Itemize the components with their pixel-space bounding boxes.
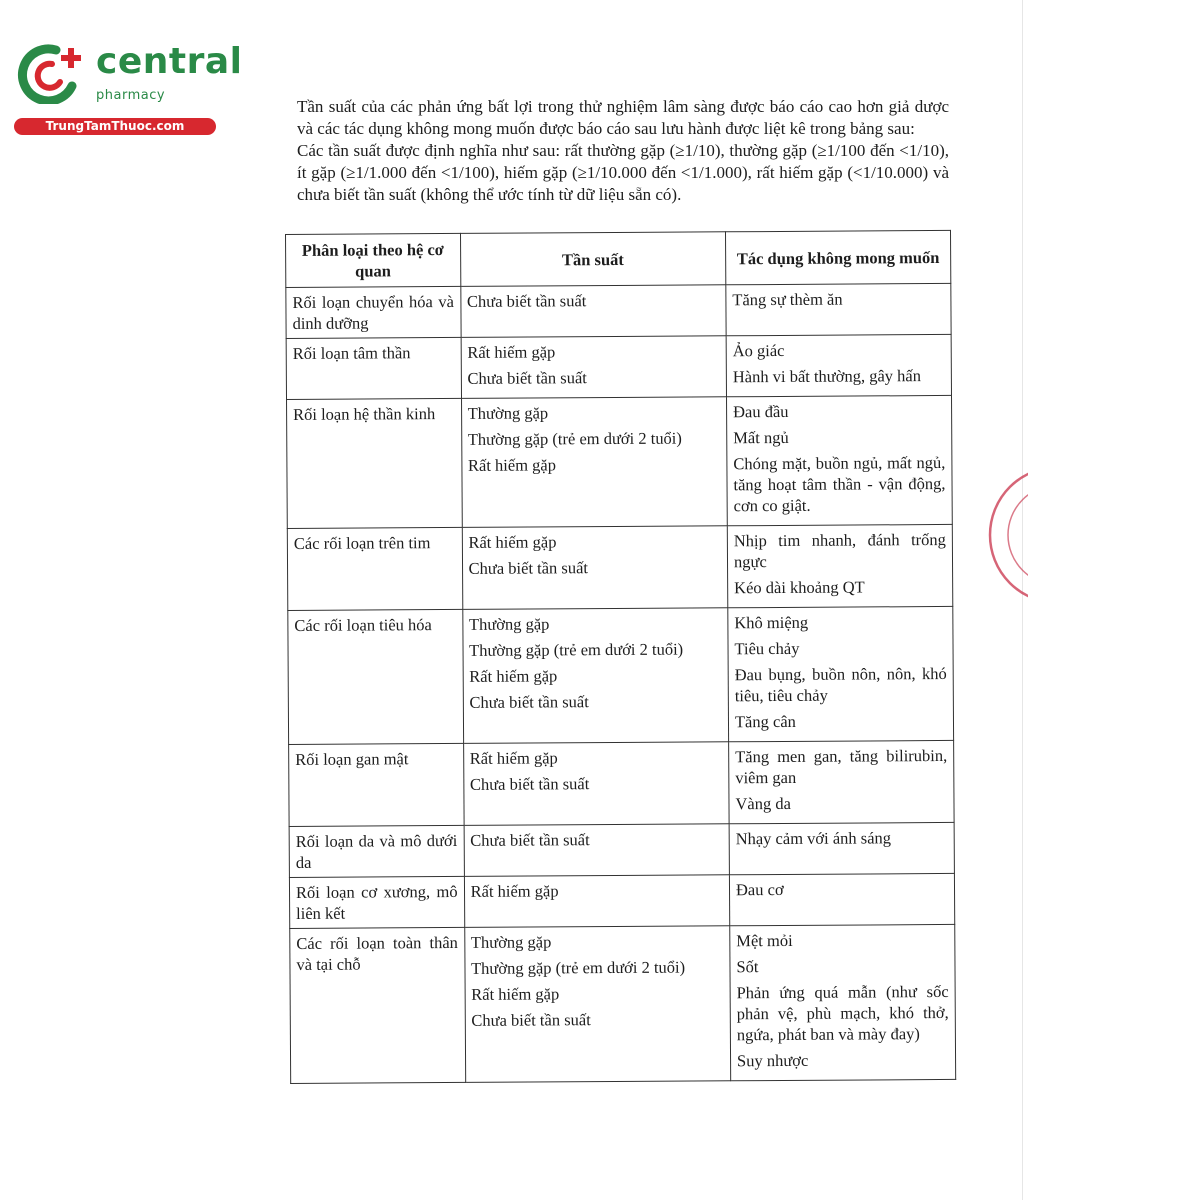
header-organ-class: Phân loại theo hệ cơ quan [286, 233, 461, 287]
adverse-effect-item: Vàng da [735, 793, 791, 814]
adverse-effect-cell [726, 334, 951, 396]
frequency-item: Thường gặp [468, 614, 550, 634]
adverse-effect-cell [727, 524, 953, 607]
frequency-item: Chưa biết tần suất [468, 558, 589, 578]
adverse-effect-cell [726, 395, 952, 525]
table-row [287, 524, 952, 610]
adverse-effect-item: Suy nhược [736, 1050, 809, 1071]
frequency-item: Chưa biết tần suất [467, 368, 587, 388]
adverse-effect-item: Phản ứng quá mẫn (như sốc phản vệ, phù mạch, khó thở, ngứa, phát ban và mày đay) [736, 981, 949, 1045]
organ-class-cell: Các rối loạn trên tim [287, 527, 462, 610]
adverse-effect-item: Tiêu chảy [734, 638, 800, 659]
frequency-item: Rất hiếm gặp [469, 748, 558, 768]
adverse-effect-item: Tăng sự thèm ăn [732, 289, 843, 310]
table-row [286, 334, 951, 399]
frequency-item: Rất hiếm gặp [470, 881, 559, 901]
organ-class-cell: Rối loạn chuyển hóa và dinh dưỡng [286, 286, 461, 338]
frequency-item: Rất hiếm gặp [471, 984, 560, 1004]
adverse-effect-item: Tăng cân [734, 711, 796, 732]
table-row [288, 606, 954, 744]
frequency-item: Thường gặp (trẻ em dưới 2 tuổi) [470, 957, 686, 978]
frequency-item: Chưa biết tần suất [469, 774, 590, 794]
frequency-item: Rất hiếm gặp [468, 532, 557, 552]
adverse-effect-item: Ảo giác [732, 340, 785, 361]
frequency-item: Rất hiếm gặp [469, 666, 558, 686]
adverse-effect-item: Mệt mỏi [736, 930, 793, 951]
adverse-effects-table [285, 230, 956, 1084]
frequency-item: Thường gặp [467, 403, 549, 423]
adverse-effect-item: Nhạy cảm với ánh sáng [735, 828, 892, 849]
frequency-item: Rất hiếm gặp [467, 455, 557, 475]
frequency-cell [464, 875, 730, 928]
frequency-item: Thường gặp (trẻ em dưới 2 tuổi) [469, 639, 684, 660]
organ-class-cell: Rối loạn da và mô dưới da [289, 825, 464, 877]
adverse-effect-cell [726, 283, 951, 335]
frequency-cell [464, 926, 730, 1083]
adverse-effect-item: Tăng men gan, tăng bilirubin, viêm gan [735, 745, 948, 788]
frequency-cell [460, 285, 726, 338]
table-row [287, 395, 953, 528]
logo-sub-text: pharmacy [96, 88, 166, 103]
frequency-item: Chưa biết tần suất [466, 291, 587, 311]
company-stamp-icon [988, 455, 1028, 635]
frequency-cell [462, 526, 728, 610]
adverse-effect-cell [729, 740, 955, 823]
adverse-effect-item: Mất ngủ [733, 427, 789, 448]
table-row [289, 873, 954, 928]
pharmacy-cross-logo-icon [16, 40, 86, 104]
table-row [290, 924, 956, 1083]
table-row [289, 740, 954, 826]
adverse-effect-item: Đau đầu [732, 401, 789, 422]
central-pharmacy-logo [8, 38, 243, 138]
organ-class-cell: Các rối loạn tiêu hóa [288, 609, 463, 744]
intro-text [297, 96, 949, 206]
frequency-cell [461, 397, 727, 528]
organ-class-cell: Rối loạn cơ xương, mô liên kết [289, 876, 464, 928]
table-row [286, 283, 951, 338]
intro-paragraph-2: Các tần suất được định nghĩa như sau: rất thường gặp (≥1/10), thường gặp (≥1/100 đến <1/10), ít gặp (≥1/1.000 đến <1/100), hiếm gặp (≥1/10.000 đến <1/1.000), rất hiếm gặp (<1/10.000) và chưa biết tần suất (không thể ước tính từ dữ liệu sẵn có). [297, 141, 949, 204]
adverse-effect-item: Kéo dài khoảng QT [734, 577, 865, 598]
adverse-effect-item: Hành vi bất thường, gây hấn [732, 366, 922, 387]
adverse-effect-cell [729, 873, 954, 925]
table-header-row [286, 230, 951, 287]
adverse-effect-item: Nhịp tim nhanh, đánh trống ngực [733, 529, 946, 572]
frequency-item: Rất hiếm gặp [467, 342, 556, 362]
frequency-item: Thường gặp [470, 932, 552, 952]
intro-paragraph-1: Tần suất của các phản ứng bất lợi trong thử nghiệm lâm sàng được báo cáo cao hơn giả dược và các tác dụng không mong muốn được báo cáo sau lưu hành được liệt kê trong bảng sau: [297, 97, 949, 138]
frequency-item: Thường gặp (trẻ em dưới 2 tuổi) [467, 428, 682, 449]
frequency-cell [462, 608, 728, 744]
adverse-effect-item: Khô miệng [734, 612, 809, 633]
organ-class-cell: Rối loạn gan mật [289, 743, 464, 826]
adverse-effect-cell [730, 924, 956, 1080]
adverse-effect-cell [728, 606, 954, 741]
frequency-cell [463, 742, 729, 826]
organ-class-cell: Các rối loạn toàn thân và tại chỗ [290, 927, 466, 1083]
adverse-effect-cell [729, 822, 954, 874]
header-frequency: Tần suất [460, 232, 726, 287]
organ-class-cell: Rối loạn tâm thần [286, 337, 461, 399]
table-row [289, 822, 954, 877]
organ-class-cell: Rối loạn hệ thần kinh [287, 398, 462, 528]
logo-brand-text: central [96, 41, 243, 82]
frequency-cell [461, 336, 727, 399]
frequency-cell [464, 824, 730, 877]
adverse-effect-item: Đau cơ [735, 879, 784, 900]
adverse-effect-item: Sốt [736, 957, 759, 977]
frequency-item: Chưa biết tần suất [469, 692, 589, 712]
frequency-item: Chưa biết tần suất [471, 1010, 591, 1030]
adverse-effect-item: Đau bụng, buồn nôn, nôn, khó tiêu, tiêu chảy [734, 663, 947, 706]
header-adverse-effects: Tác dụng không mong muốn [725, 230, 950, 284]
logo-site-badge: TrungTamThuoc.com [14, 118, 216, 135]
adverse-effect-item: Chóng mặt, buồn ngủ, mất ngủ, tăng hoạt tâm thần - vận động, cơn co giật. [733, 452, 946, 516]
frequency-item: Chưa biết tần suất [470, 830, 590, 850]
table-body [286, 283, 956, 1083]
